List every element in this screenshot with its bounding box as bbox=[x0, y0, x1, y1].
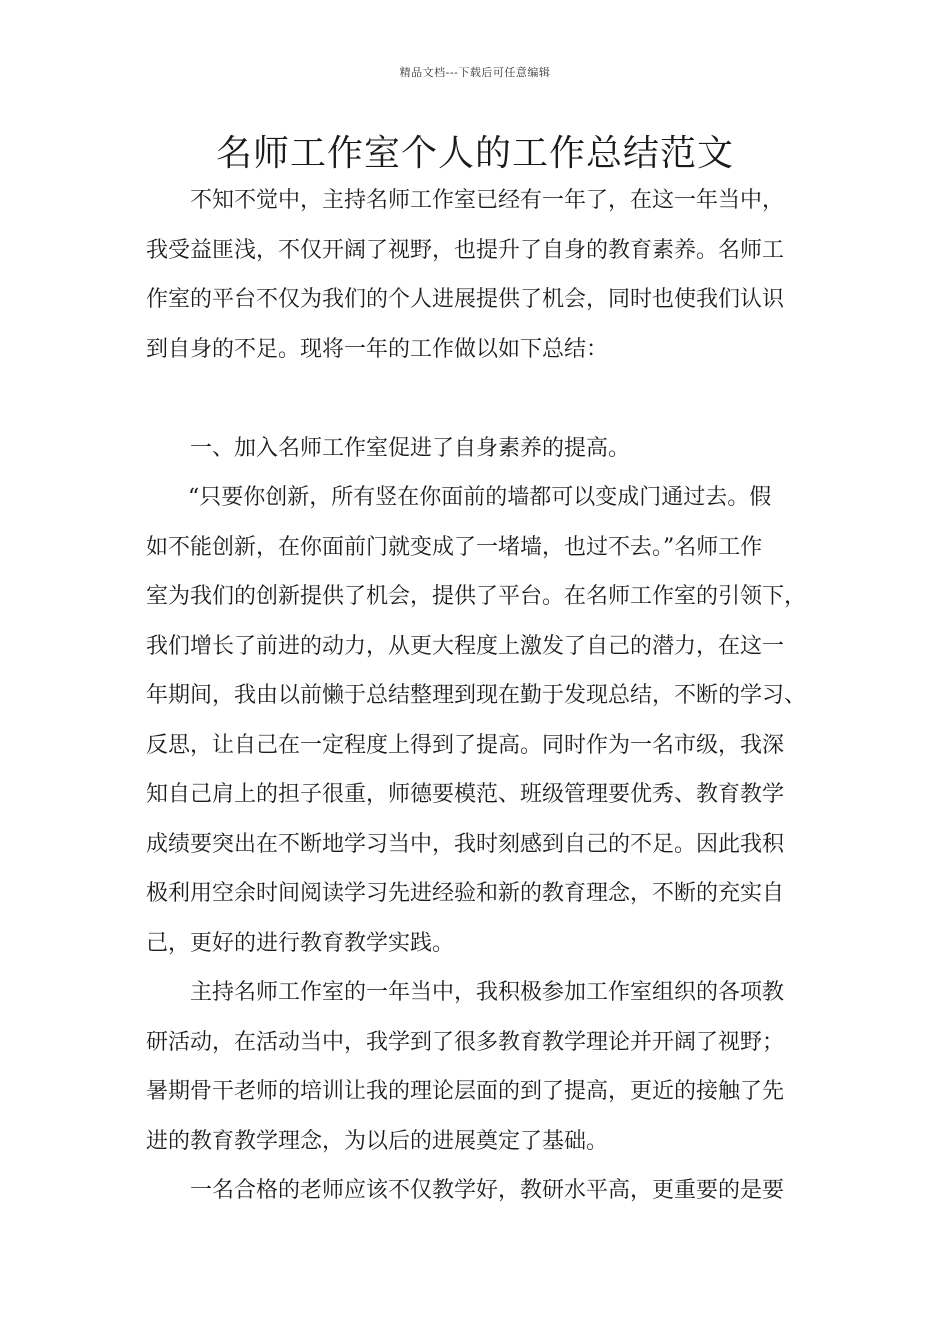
paragraph-line: 我受益匪浅，不仅开阔了视野，也提升了自身的教育素养。名师工 bbox=[146, 237, 785, 263]
paragraph-line: 反思，让自己在一定程度上得到了提高。同时作为一名市级，我深 bbox=[146, 732, 785, 758]
paragraph-line: 极利用空余时间阅读学习先进经验和新的教育理念，不断的充实自 bbox=[146, 881, 785, 906]
paragraph-line: 进的教育教学理念，为以后的进展奠定了基础。 bbox=[146, 1128, 609, 1154]
paragraph-line: 知自己肩上的担子很重，师德要模范、班级管理要优秀、教育教学 bbox=[146, 782, 785, 807]
paragraph-line: 暑期骨干老师的培训让我的理论层面的到了提高，更近的接触了先 bbox=[146, 1079, 785, 1104]
paragraph-line: 到自身的不足。现将一年的工作做以如下总结： bbox=[146, 336, 609, 362]
paragraph-line: 己，更好的进行教育教学实践。 bbox=[146, 930, 455, 956]
paragraph-line: 不知不觉中，主持名师工作室已经有一年了，在这一年当中， bbox=[190, 188, 785, 213]
paragraph-line: 一名合格的老师应该不仅教学好，教研水平高，更重要的是要 bbox=[190, 1178, 785, 1203]
paragraph-line: 年期间，我由以前懒于总结整理到现在勤于发现总结，不断的学习、 bbox=[146, 683, 807, 708]
header-note: 精品文档---下载后可任意编辑 bbox=[399, 66, 551, 79]
paragraph-line: 主持名师工作室的一年当中，我积极参加工作室组织的各项教 bbox=[190, 980, 785, 1005]
paragraph-quote bbox=[146, 473, 818, 968]
paragraph-line: “只要你创新，所有竖在你面前的墙都可以变成门通过去。假 bbox=[188, 485, 772, 510]
paragraph-intro bbox=[146, 176, 818, 374]
paragraph-line: 研活动，在活动当中，我学到了很多教育教学理论并开阔了视野； bbox=[146, 1029, 785, 1055]
paragraph-line: 作室的平台不仅为我们的个人进展提供了机会，同时也使我们认识 bbox=[146, 287, 785, 312]
paragraph-line: 室为我们的创新提供了机会，提供了平台。在名师工作室的引领下， bbox=[146, 584, 807, 609]
section-heading bbox=[146, 424, 818, 474]
paragraph-activities bbox=[146, 968, 818, 1166]
paragraph-line: 如不能创新，在你面前门就变成了一堵墙，也过不去。”名师工作 bbox=[146, 534, 763, 560]
paragraph-line: 我们增长了前进的动力，从更大程度上激发了自己的潜力，在这一 bbox=[146, 633, 785, 659]
section-heading-text: 一、加入名师工作室促进了自身素养的提高。 bbox=[190, 436, 631, 461]
paragraph-line: 成绩要突出在不断地学习当中，我时刻感到自己的不足。因此我积 bbox=[146, 831, 785, 857]
document-title: 名师工作室个人的工作总结范文 bbox=[215, 133, 734, 174]
paragraph-qualified-teacher bbox=[146, 1166, 818, 1216]
